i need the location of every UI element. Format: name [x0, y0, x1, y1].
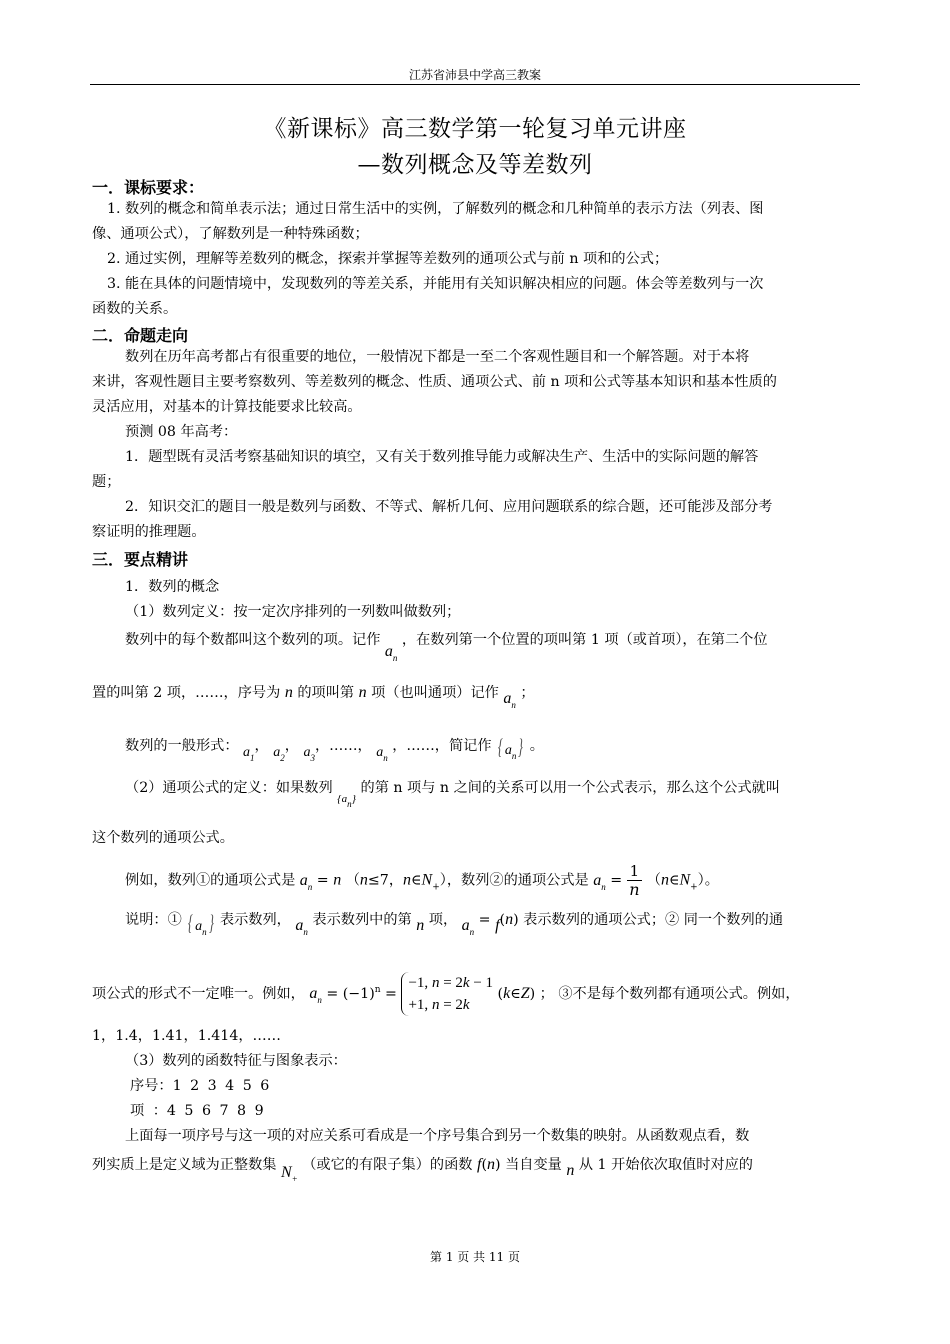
text-run: 的第 n 项与 n 之间的关系可以用一个公式表示，那么这个公式就叫	[360, 780, 780, 796]
page-title: 《新课标》高三数学第一轮复习单元讲座	[263, 116, 687, 142]
text-run: 从 1 开始依次取值时对应的	[578, 1157, 753, 1173]
header-rule	[90, 84, 860, 85]
text-run: 当自变量	[505, 1157, 562, 1173]
section-heading-2: 二．命题走向	[92, 326, 189, 345]
text-run: 项公式的形式不一定唯一。例如，	[92, 986, 305, 1002]
text-run: ），数列②的通项公式是	[439, 872, 589, 889]
paragraph: 察证明的推理题。	[92, 524, 206, 540]
paragraph: 数列中的每个数都叫这个数列的项。记作 $a_n$ ，在数列第一个位置的项叫第 1 项（或首项），在第二个位	[125, 632, 768, 663]
paragraph: 例如，数列①的通项公式是 $a_n = n$ （n≤7，$n\in N_+$），数列②的通项公式是 $a_n$ = $\frac{1}{n}$ $(n\in N_+)$。	[125, 862, 719, 899]
sequence-index-row: 序号：1 2 3 4 5 6	[130, 1078, 270, 1094]
paragraph: 3. 能在具体的问题情境中，发现数列的等差关系，并能用有关知识解决相应的问题。体会等差数列与一次	[107, 276, 764, 292]
paragraph: 来讲，客观性题目主要考察数列、等差数列的概念、性质、通项公式、前 n 项和公式等基本知识和基本性质的	[92, 374, 777, 390]
sequence-term-row: 项 ：4 5 6 7 8 9	[130, 1103, 264, 1119]
text-run: 表示数列的通项公式；② 同一个数列的通	[523, 912, 784, 928]
section-heading-1: 一．课标要求：	[92, 178, 205, 197]
text-run: 例如，数列①的通项公式是	[125, 872, 296, 889]
text-run: ； ③不是每个数列都有通项公式。例如，	[539, 986, 800, 1002]
paragraph: （1）数列定义：按一定次序排列的一列数叫做数列；	[125, 604, 461, 620]
text-run: （	[345, 872, 360, 889]
paragraph: 说明：① { $a_n$} 表示数列， $a_n$ 表示数列中的第 n 项， $a_n = f(n)$ 表示数列的通项公式；② 同一个数列的通	[125, 910, 784, 937]
text-run: 说明：①	[125, 912, 182, 928]
text-run: 数列中的每个数都叫这个数列的项。记作	[125, 632, 381, 648]
text-run: 表示数列中的第	[312, 912, 412, 928]
paragraph: 1．数列的概念	[125, 579, 220, 595]
text-run: 数列的一般形式：	[125, 738, 239, 754]
paragraph: 置的叫第 2 项，……，序号为 n 的项叫第 n 项（也叫通项）记作 $a_n$ ；	[92, 684, 535, 710]
text-run: 表示数列，	[219, 912, 291, 928]
paragraph: 数列的一般形式： $a_1$， $a_2$， $a_3$，……， $a_n$ ，……，简记作 { $a_n$} 。	[125, 734, 544, 763]
section-heading-3: 三．要点精讲	[92, 550, 189, 569]
text-run: （或它的有限子集）的函数	[302, 1157, 473, 1173]
page-header: 江苏省沛县中学高三教案	[408, 68, 541, 82]
paragraph: 上面每一项序号与这一项的对应关系可看成是一个序号集合到另一个数集的映射。从函数观点看，数	[125, 1128, 750, 1144]
page-footer: 第 1 页 共 11 页	[430, 1250, 520, 1264]
page-subtitle: —数列概念及等差数列	[357, 152, 593, 178]
paragraph: 1．题型既有灵活考察基础知识的填空，又有关于数列推导能力或解决生产、生活中的实际问题的解答	[125, 449, 759, 465]
text-run: 置的叫第 2 项，……，序号为	[92, 685, 281, 701]
text-run: 项，	[428, 912, 458, 928]
paragraph: 像、通项公式），了解数列是一种特殊函数；	[92, 226, 369, 242]
paragraph: 1. 数列的概念和简单表示法；通过日常生活中的实例，了解数列的概念和几种简单的表示方法（列表、图	[107, 201, 764, 217]
paragraph: 这个数列的通项公式。	[92, 830, 234, 846]
paragraph: 预测 08 年高考：	[125, 424, 238, 440]
paragraph: 列实质上是定义域为正整数集 $N_+$ （或它的有限子集）的函数 f(n) 当自变量 n 从 1 开始依次取值时对应的	[92, 1156, 753, 1184]
paragraph: 2．知识交汇的题目一般是数列与函数、不等式、解析几何、应用问题联系的综合题，还可能涉及部分考	[125, 499, 773, 515]
text-run: ，在数列第一个位置的项叫第 1 项（或首项），在第二个位	[401, 632, 768, 648]
paragraph: （3）数列的函数特征与图象表示：	[125, 1053, 347, 1069]
paragraph: 2. 通过实例，理解等差数列的概念，探索并掌握等差数列的通项公式与前 n 项和的公式；	[107, 251, 669, 267]
text-run: ）。	[697, 872, 719, 889]
piecewise-formula: −1, n = 2k − 1 +1, n = 2k	[401, 972, 493, 1016]
paragraph: 函数的关系。	[92, 301, 178, 317]
text-run: （2）通项公式的定义：如果数列	[125, 780, 333, 796]
text-run: ≤7，	[367, 872, 404, 889]
text-run: （	[646, 872, 661, 889]
text-run: 列实质上是定义域为正整数集	[92, 1157, 277, 1173]
paragraph: 1，1.4，1.41，1.414，……	[92, 1028, 281, 1044]
paragraph: 题；	[92, 474, 121, 490]
text-run: ，……，简记作	[392, 738, 492, 754]
paragraph: （2）通项公式的定义：如果数列 $_{\{a_n\}}$ 的第 n 项与 n 之间的关系可以用一个公式表示，那么这个公式就叫	[125, 780, 780, 809]
text-run: 。	[529, 738, 544, 754]
paragraph: 灵活应用，对基本的计算技能要求比较高。	[92, 399, 362, 415]
text-run: 的项叫第	[297, 685, 355, 701]
paragraph: 数列在历年高考都占有很重要的地位，一般情况下都是一至二个客观性题目和一个解答题。对于本将	[125, 349, 750, 365]
paragraph: 项公式的形式不一定唯一。例如， $a_n = (-1)^n$ = −1, n = 2k − 1 +1, n = 2k (k∈Z) ； ③不是每个数列都有通项公式。例如，	[92, 972, 800, 1016]
text-run: ；	[520, 685, 535, 701]
text-run: 项（也叫通项）记作	[371, 685, 499, 701]
